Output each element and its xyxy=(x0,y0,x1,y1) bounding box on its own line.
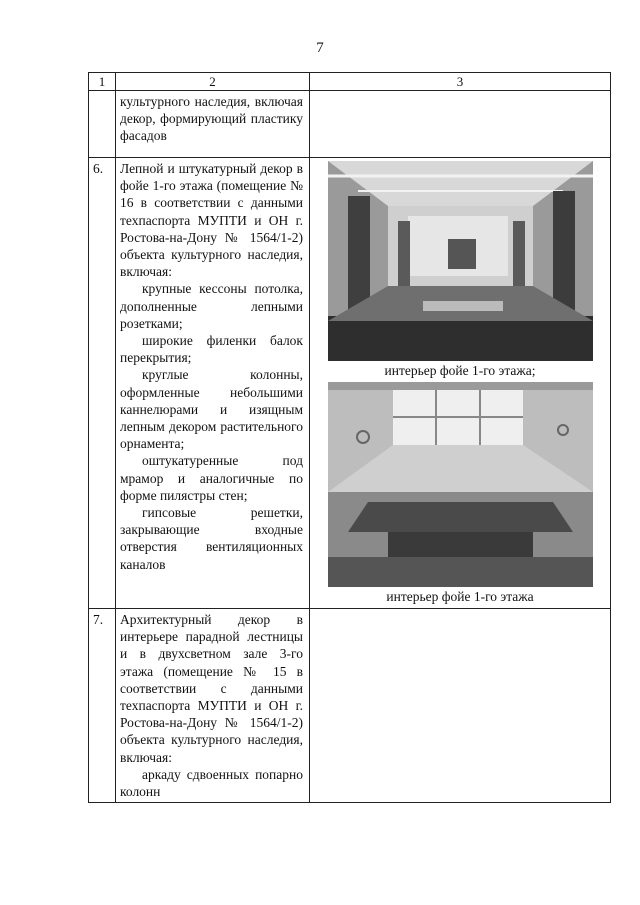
paragraph: крупные кессоны потолка, дополненные лепными розетками; xyxy=(120,281,303,331)
row-description xyxy=(116,158,310,609)
row-description xyxy=(116,91,310,158)
paragraph: широкие филенки балок перекрытия; xyxy=(120,333,303,366)
photo-caption: интерьер фойе 1-го этажа; xyxy=(384,363,536,378)
table-row xyxy=(89,158,611,609)
table-row xyxy=(89,609,611,803)
row-number: 6. xyxy=(89,158,116,609)
paragraph: культурного наследия, включая декор, формирующий пластику фасадов xyxy=(120,94,303,144)
foyer-photo-1 xyxy=(328,161,593,361)
row-image-cell xyxy=(310,91,611,158)
row-number xyxy=(89,91,116,158)
header-col-1: 1 xyxy=(89,73,116,91)
foyer-photo-2 xyxy=(328,382,593,587)
paragraph: Архитектурный декор в интерьере парадной лестницы и в двухсветном зале 3-го этажа (помещение № 15 в соответствии с данными техпаспорта МУПТИ и ОН г. Ростова-на-Дону № 1564/1-2) объекта культурного наследия, включая: xyxy=(120,612,303,765)
row-description xyxy=(116,609,310,803)
header-col-2: 2 xyxy=(116,73,310,91)
heritage-table xyxy=(88,72,611,803)
row-image-cell xyxy=(310,609,611,803)
page-number: 7 xyxy=(316,40,324,56)
table-row xyxy=(89,91,611,158)
row-image-cell xyxy=(310,158,611,609)
paragraph: круглые колонны, оформленные небольшими каннелюрами и изящным лепным декором растительного орнамента; xyxy=(120,367,303,452)
header-col-3: 3 xyxy=(310,73,611,91)
paragraph: оштукатуренные под мрамор и аналогичные по форме пилястры стен; xyxy=(120,453,303,503)
paragraph: аркаду сдвоенных попарно колонн xyxy=(120,766,303,800)
paragraph: Лепной и штукатурный декор в фойе 1-го этажа (помещение № 16 в соответствии с данными техпаспорта МУПТИ и ОН г. Ростова-на-Дону № 1564/1-2) объекта культурного наследия, включая: xyxy=(120,161,303,280)
photo-caption: интерьер фойе 1-го этажа xyxy=(386,589,534,604)
paragraph: гипсовые решетки, закрывающие входные отверстия вентиляционных каналов xyxy=(120,505,303,572)
table-header-row xyxy=(89,73,611,91)
row-number: 7. xyxy=(89,609,116,803)
